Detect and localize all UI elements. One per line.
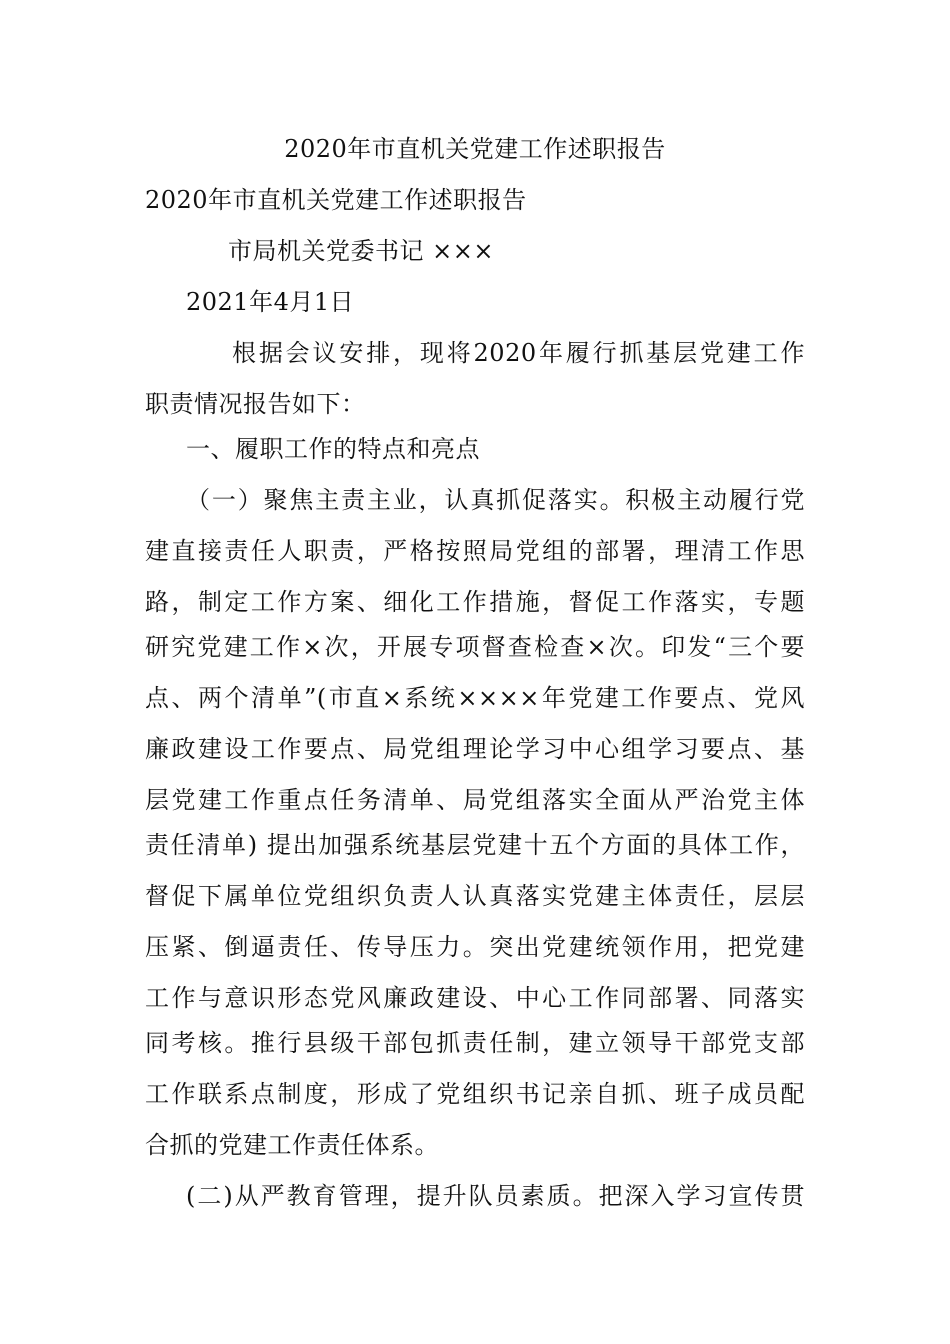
paragraph-line: 点、两个清单”(市直×系统××××年党建工作要点、党风 bbox=[145, 684, 805, 712]
section-heading: 一、履职工作的特点和亮点 bbox=[186, 435, 480, 463]
paragraph-line: 压紧、倒逼责任、传导压力。突出党建统领作用，把党建 bbox=[145, 933, 805, 961]
paragraph-line: 同考核。推行县级干部包抓责任制，建立领导干部党支部 bbox=[145, 1029, 805, 1057]
paragraph-line: （一）聚焦主责主业，认真抓促落实。积极主动履行党 bbox=[186, 486, 805, 514]
paragraph-line: 工作与意识形态党风廉政建设、中心工作同部署、同落实 bbox=[145, 984, 805, 1012]
intro-line: 职责情况报告如下： bbox=[145, 390, 366, 418]
paragraph-line: 工作联系点制度，形成了党组织书记亲自抓、班子成员配 bbox=[145, 1080, 805, 1108]
paragraph-line: 研究党建工作×次，开展专项督查检查×次。印发“三个要 bbox=[145, 633, 805, 661]
report-date: 2021年4月1日 bbox=[186, 288, 355, 316]
paragraph-line: 合抓的党建工作责任体系。 bbox=[145, 1131, 439, 1159]
document-subtitle: 2020年市直机关党建工作述职报告 bbox=[145, 186, 527, 214]
intro-line: 根据会议安排，现将2020年履行抓基层党建工作 bbox=[232, 339, 805, 367]
paragraph-line: 廉政建设工作要点、局党组理论学习中心组学习要点、基 bbox=[145, 735, 805, 763]
paragraph-line: 层党建工作重点任务清单、局党组落实全面从严治党主体 bbox=[145, 786, 805, 814]
paragraph-line: (二)从严教育管理，提升队员素质。把深入学习宣传贯 bbox=[186, 1182, 805, 1210]
paragraph-line: 督促下属单位党组织负责人认真落实党建主体责任，层层 bbox=[145, 882, 805, 910]
paragraph-line: 建直接责任人职责，严格按照局党组的部署，理清工作思 bbox=[145, 537, 805, 565]
author-line: 市局机关党委书记 ××× bbox=[228, 237, 494, 265]
paragraph-line: 责任清单) 提出加强系统基层党建十五个方面的具体工作， bbox=[145, 831, 805, 859]
document-title: 2020年市直机关党建工作述职报告 bbox=[284, 135, 666, 163]
paragraph-line: 路，制定工作方案、细化工作措施，督促工作落实，专题 bbox=[145, 588, 805, 616]
